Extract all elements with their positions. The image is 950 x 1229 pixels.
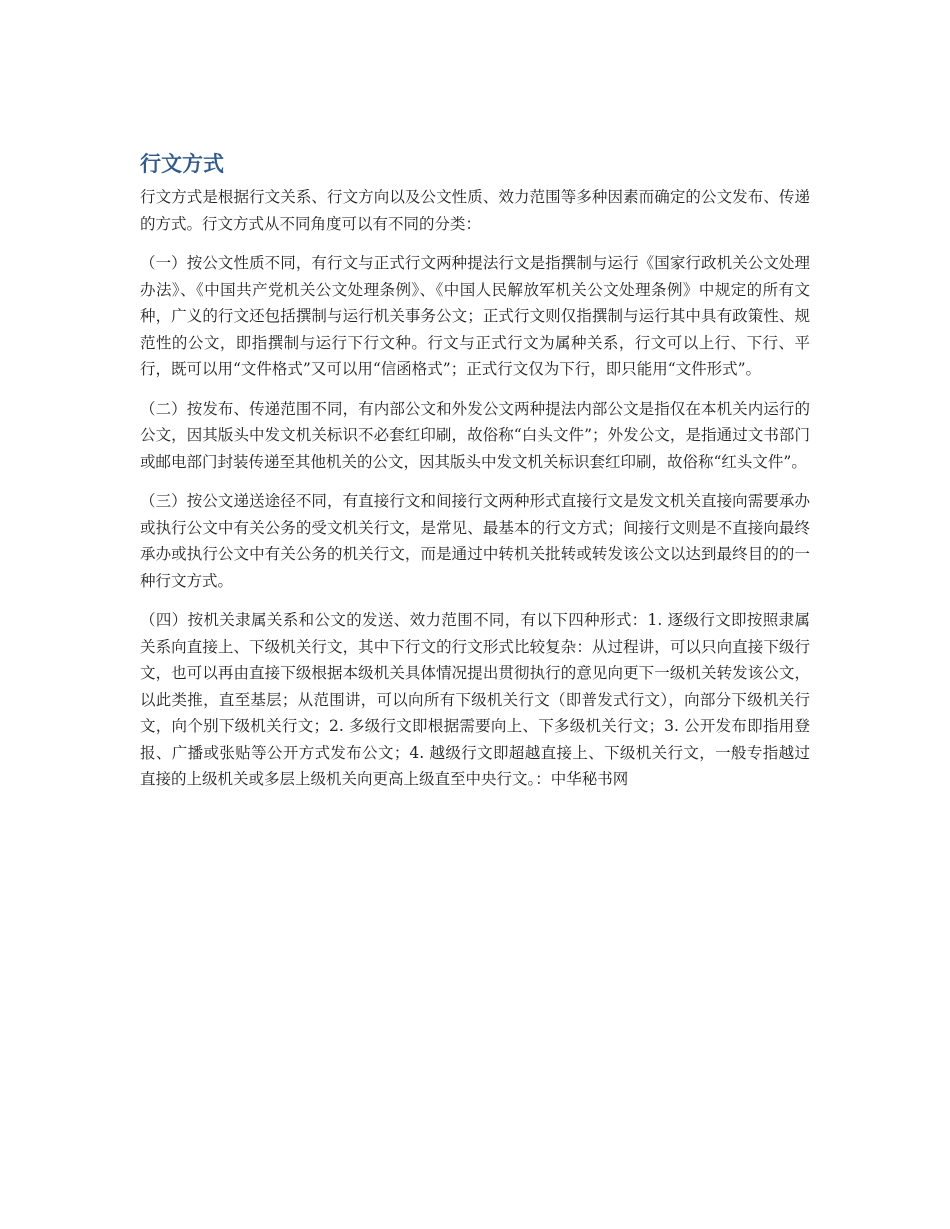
paragraph-by-hierarchy: （四）按机关隶属关系和公文的发送、效力范围不同，有以下四种形式：1. 逐级行文即按照隶属关系向直接上、下级机关行文，其中下行文的行文形式比较复杂：从过程讲，可以只向直接下级行文，也可以再由直接下级根据本级机关具体情况提出贯彻执行的意见向更下一级机关转发该公文，以此类推，直至基层；从范围讲，可以向所有下级机关行文（即普发式行文），向部分下级机关行文，向个别下级机关行文；2. 多级行文即根据需要向上、下多级机关行文；3. 公开发布即指用登报、广播或张贴等公开方式发布公文；4. 越级行文即超越直接上、下级机关行文，一般专指越过直接的上级机关或多层上级机关向更高上级直至中央行文。：中华秘书网 bbox=[140, 611, 810, 788]
paragraph-by-route: （三）按公文递送途径不同，有直接行文和间接行文两种形式直接行文是发文机关直接向需要承办或执行公文中有关公务的受文机关行文，是常见、最基本的行文方式；间接行文则是不直接向最终承办或执行公文中有关公务的机关行文，而是通过中转机关批转或转发该公文以达到最终目的的一种行文方式。 bbox=[140, 492, 810, 590]
intro-paragraph: 行文方式是根据行文关系、行文方向以及公文性质、效力范围等多种因素而确定的公文发布、传递的方式。行文方式从不同角度可以有不同的分类： bbox=[140, 188, 810, 233]
paragraph-by-nature: （一）按公文性质不同，有行文与正式行文两种提法行文是指撰制与运行《国家行政机关公文处理办法》、《中国共产党机关公文处理条例》、《中国人民解放军机关公文处理条例》中规定的所有文种，广义的行文还包括撰制与运行机关事务公文；正式行文则仅指撰制与运行其中具有政策性、规范性的公文，即指撰制与运行下行文种。行文与正式行文为属种关系，行文可以上行、下行、平行，既可以用“文件格式”又可以用“信函格式”；正式行文仅为下行，即只能用“文件形式”。 bbox=[140, 254, 810, 378]
paragraph-by-scope: （二）按发布、传递范围不同，有内部公文和外发公文两种提法内部公文是指仅在本机关内运行的公文，因其版头中发文机关标识不必套红印刷，故俗称“白头文件”；外发公文，是指通过文书部门或邮电部门封装传递至其他机关的公文，因其版头中发文机关标识套红印刷，故俗称“红头文件”。 bbox=[140, 399, 810, 471]
document-page bbox=[140, 148, 810, 806]
page-title: 行文方式 bbox=[140, 152, 224, 176]
